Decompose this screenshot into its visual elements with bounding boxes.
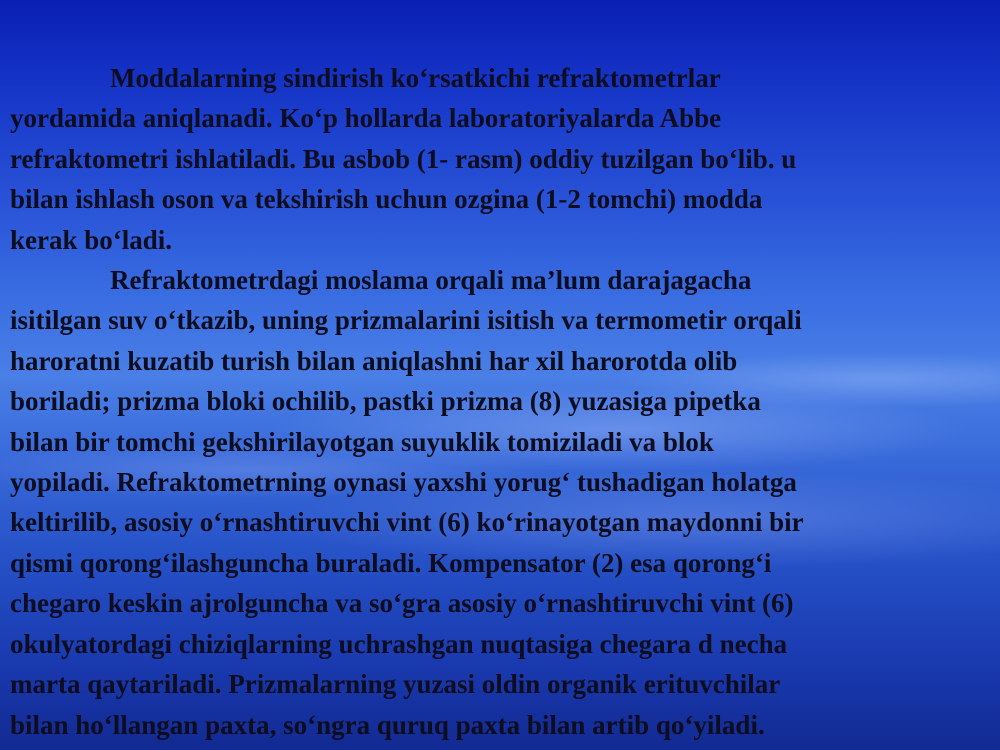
text-line: Refraktometrdagi moslama orqali ma’lum darajagacha [110,265,752,296]
text-line: kerak bo‘ladi. [10,224,173,255]
text-line: isitilgan suv o‘tkazib, uning prizmalarini isitish va termometir orqali [10,305,802,336]
text-line: yopiladi. Refraktometrning oynasi yaxshi yorug‘ tushadigan holatga [10,467,797,498]
paragraph-1 [10,58,995,260]
text-line: bilan ho‘llangan paxta, so‘ngra quruq paxta bilan artib qo‘yiladi. [10,709,765,740]
text-line: keltirilib, asosiy o‘rnashtiruvchi vint (6) ko‘rinayotgan maydonni bir [10,507,804,538]
text-line: boriladi; prizma bloki ochilib, pastki prizma (8) yuzasiga pipetka [10,386,761,417]
text-line: bilan bir tomchi gekshirilayotgan suyuklik tomiziladi va blok [10,426,714,457]
text-line: qismi qorong‘ilashguncha buraladi. Kompensator (2) esa qorong‘i [10,547,772,578]
text-line: marta qaytariladi. Prizmalarning yuzasi oldin organik erituvchilar [10,669,781,700]
text-line: okulyatordagi chiziqlarning uchrashgan nuqtasiga chegara d necha [10,628,788,659]
text-line: chegaro keskin ajrolguncha va so‘gra asosiy o‘rnashtiruvchi vint (6) [10,588,794,619]
text-line: haroratni kuzatib turish bilan aniqlashni har xil harorotda olib [10,345,738,376]
text-line: refraktometri ishlatiladi. Bu asbob (1- rasm) oddiy tuzilgan bo‘lib. u [10,143,797,174]
slide-text-body [10,58,995,745]
text-line: Moddalarning sindirish ko‘rsatkichi refraktometrlar [110,63,721,93]
text-line: bilan ishlash oson va tekshirish uchun ozgina (1-2 tomchi) modda [10,184,763,215]
paragraph-2 [10,260,995,745]
text-line: yordamida aniqlanadi. Ko‘p hollarda laboratoriyalarda Abbe [10,103,722,134]
